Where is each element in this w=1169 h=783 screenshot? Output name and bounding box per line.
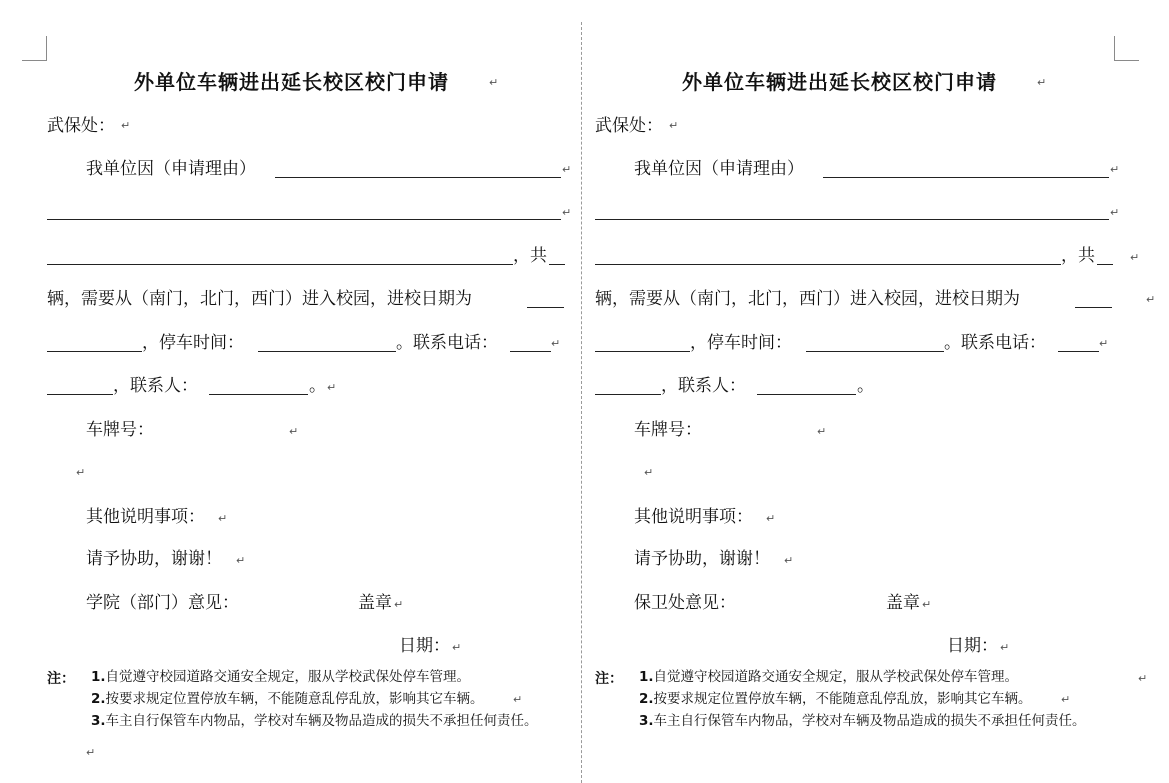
form-page-left [0,0,580,783]
entry-date-blank-2[interactable] [47,351,142,352]
reason-blank-1[interactable] [275,177,561,178]
phone-blank-1[interactable] [1058,351,1099,352]
vehicle-count-blank[interactable] [1097,264,1113,265]
date-label: 日期： [947,636,998,656]
paragraph-mark: ↵ [766,512,776,525]
plate-number-label: 车牌号： [634,420,702,440]
paragraph-mark: ↵ [817,425,827,438]
security-opinion-label: 保卫处意见： [634,593,736,613]
form-page-right [548,0,1156,783]
paragraph-mark: ↵ [86,746,96,759]
paragraph-mark: ↵ [1000,641,1010,654]
phone-label: 。联系电话： [944,333,1046,353]
notes-label: 注： [47,671,75,687]
paragraph-mark: ↵ [562,163,572,176]
paragraph-mark: ↵ [236,554,246,567]
entry-date-blank-1[interactable] [1075,307,1112,308]
paragraph-mark: ↵ [289,425,299,438]
addressee: 武保处： [47,116,115,136]
phone-blank-2[interactable] [47,394,113,395]
phone-blank-1[interactable] [510,351,551,352]
paragraph-mark: ↵ [1037,76,1047,89]
paragraph-mark: ↵ [513,693,523,706]
paragraph-mark: ↵ [1061,693,1071,706]
entry-request-text: 辆，需要从（南门，北门，西门）进入校园，进校日期为 [47,289,472,309]
paragraph-mark: ↵ [489,76,499,89]
reason-blank-2[interactable] [47,219,561,220]
reason-label: 我单位因（申请理由） [634,159,804,179]
reason-label: 我单位因（申请理由） [86,159,256,179]
plate-number-label: 车牌号： [86,420,154,440]
department-opinion-label: 学院（部门）意见： [86,593,239,613]
paragraph-mark: ↵ [394,598,404,611]
reason-blank-3[interactable] [47,264,513,265]
paragraph-mark: ↵ [1099,337,1109,350]
parking-time-blank[interactable] [806,351,944,352]
note-item: 3.车主自行保管车内物品，学校对车辆及物品造成的损失不承担任何责任。 [639,713,1086,729]
form-title: 外单位车辆进出延长校区校门申请 [682,70,997,94]
paragraph-mark: ↵ [76,466,86,479]
parking-time-label: ，停车时间： [690,333,792,353]
vehicle-count-label: ，共 [513,246,547,266]
paragraph-mark: ↵ [922,598,932,611]
note-item: 1.自觉遵守校园道路交通安全规定，服从学校武保处停车管理。 [639,669,1019,685]
paragraph-mark: ↵ [644,466,654,479]
paragraph-mark: ↵ [1138,672,1148,685]
date-label: 日期： [399,636,450,656]
parking-time-blank[interactable] [258,351,396,352]
contact-blank[interactable] [209,394,308,395]
paragraph-mark: ↵ [1146,293,1156,306]
period: 。 [309,376,326,396]
contact-label: ，联系人： [661,376,746,396]
seal-label: 盖章 [358,593,392,613]
reason-blank-3[interactable] [595,264,1061,265]
reason-blank-1[interactable] [823,177,1109,178]
paragraph-mark: ↵ [327,381,337,394]
entry-date-blank-2[interactable] [595,351,690,352]
paragraph-mark: ↵ [1110,163,1120,176]
paragraph-mark: ↵ [218,512,228,525]
contact-label: ，联系人： [113,376,198,396]
other-notes-label: 其他说明事项： [634,507,753,527]
form-title: 外单位车辆进出延长校区校门申请 [134,70,449,94]
vehicle-count-label: ，共 [1061,246,1095,266]
paragraph-mark: ↵ [562,206,572,219]
paragraph-mark: ↵ [669,119,679,132]
seal-label: 盖章 [886,593,920,613]
thanks-text: 请予协助，谢谢！ [86,549,222,569]
paragraph-mark: ↵ [1110,206,1120,219]
contact-blank[interactable] [757,394,856,395]
phone-blank-2[interactable] [595,394,661,395]
paragraph-mark: ↵ [784,554,794,567]
notes-label: 注： [595,671,623,687]
paragraph-mark: ↵ [1130,251,1140,264]
entry-request-text: 辆，需要从（南门，北门，西门）进入校园，进校日期为 [595,289,1020,309]
paragraph-mark: ↵ [121,119,131,132]
phone-label: 。联系电话： [396,333,498,353]
note-item: 1.自觉遵守校园道路交通安全规定，服从学校武保处停车管理。 [91,669,471,685]
paragraph-mark: ↵ [551,337,561,350]
note-item: 3.车主自行保管车内物品，学校对车辆及物品造成的损失不承担任何责任。 [91,713,538,729]
note-item: 2.按要求规定位置停放车辆，不能随意乱停乱放，影响其它车辆。 [91,691,484,707]
reason-blank-2[interactable] [595,219,1109,220]
paragraph-mark: ↵ [452,641,462,654]
parking-time-label: ，停车时间： [142,333,244,353]
note-item: 2.按要求规定位置停放车辆，不能随意乱停乱放，影响其它车辆。 [639,691,1032,707]
other-notes-label: 其他说明事项： [86,507,205,527]
thanks-text: 请予协助，谢谢！ [634,549,770,569]
addressee: 武保处： [595,116,663,136]
period: 。 [857,376,874,396]
